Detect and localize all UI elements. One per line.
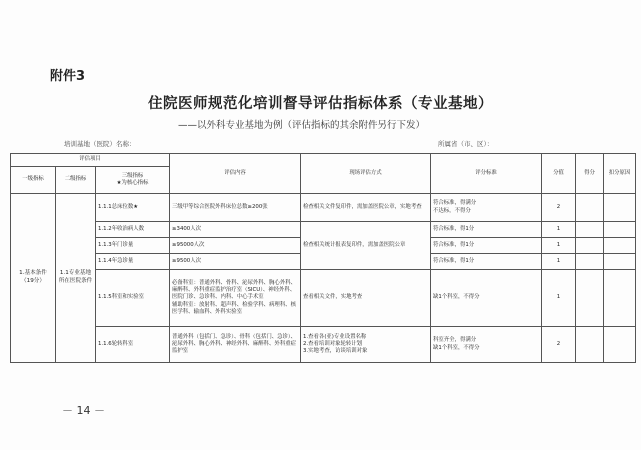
header-standard: 评分标准 <box>431 154 542 194</box>
score-cell: 1 <box>542 222 576 238</box>
header-level1: 一级指标 <box>11 167 56 194</box>
attachment-label: 附件3 <box>50 69 86 84</box>
deduct-cell <box>604 238 636 254</box>
level2-indicator: 1.1专业基地所在医院条件 <box>56 194 96 363</box>
deduct-cell <box>604 222 636 238</box>
header-deduct: 扣分原因 <box>604 154 636 194</box>
score-cell: 2 <box>542 327 576 363</box>
content-cell: 三级甲等综合医院外科床位总数≥200张 <box>170 194 301 222</box>
score-cell: 1 <box>542 254 576 270</box>
level3-cell: 1.1.2年收治病人数 <box>96 222 170 238</box>
standard-cell: 符合标准，得1分 <box>431 238 542 254</box>
province-label: 所属省（市、区）： <box>438 140 494 148</box>
base-name-label: 培训基地（医院）名称： <box>64 140 136 148</box>
header-content: 评估内容 <box>170 154 301 194</box>
standard-cell: 符合标准，得1分 <box>431 254 542 270</box>
method-cell: 检查相关文件复印件，需加盖医院公章，实地考查 <box>301 194 431 222</box>
table-row <box>11 327 636 363</box>
level3-cell: 1.1.3年门诊量 <box>96 238 170 254</box>
method-cell: 1.查看各(亚)专业设置名称 2.查看培训对象轮转计划 3.实地考查，访谈培训对象 <box>301 327 431 363</box>
got-cell <box>576 238 604 254</box>
content-cell: ≥9500人次 <box>170 254 301 270</box>
header-eval-items: 评估项目 <box>11 154 170 167</box>
header-level3: 三级指标 ★为核心指标 <box>96 167 170 194</box>
header-method: 现场评估方式 <box>301 154 431 194</box>
page-number: － 14 － <box>62 404 105 417</box>
content-cell: 必备科室：普通外科、骨科、泌尿外科、胸心外科、麻醉科、外科重症监护治疗室（SICU）、神经外科、医院门诊、急诊科、内科、中心手术室 辅助科室：放射科、超声科、检验学科、病理科、核医学科、输血科、外科实验室 <box>170 270 301 327</box>
page-subtitle: ——以外科专业基地为例（评估指标的其余附件另行下发） <box>178 120 426 131</box>
standard-cell: 缺1个科室，不得分 <box>431 270 542 327</box>
page-title: 住院医师规范化培训督导评估指标体系（专业基地） <box>148 96 493 112</box>
deduct-cell <box>604 327 636 363</box>
table-row <box>11 194 636 222</box>
level3-cell: 1.1.1总床位数★ <box>96 194 170 222</box>
level3-cell: 1.1.4年急诊量 <box>96 254 170 270</box>
content-cell: ≥95000人次 <box>170 238 301 254</box>
got-cell <box>576 270 604 327</box>
method-cell: 检查相关统计报表复印件，需加盖医院公章 <box>301 222 431 270</box>
got-cell <box>576 222 604 238</box>
header-got: 得分 <box>576 154 604 194</box>
table-row <box>11 270 636 327</box>
got-cell <box>576 327 604 363</box>
header-score: 分值 <box>542 154 576 194</box>
standard-cell: 符合标准，得满分 不达标，不得分 <box>431 194 542 222</box>
content-cell: ≥3400人次 <box>170 222 301 238</box>
level3-cell: 1.1.5科室和实验室 <box>96 270 170 327</box>
table-row <box>11 222 636 238</box>
level1-indicator: 1.基本条件（19分） <box>11 194 56 363</box>
evaluation-table <box>10 153 636 363</box>
content-cell: 普通外科（包括门、急诊）、骨科（包括门、急诊）、泌尿外科、胸心外科、神经外科、麻醉科、外科重症监护室 <box>170 327 301 363</box>
standard-cell: 科室齐全，得满分 缺1个科室，不得分 <box>431 327 542 363</box>
deduct-cell <box>604 194 636 222</box>
deduct-cell <box>604 254 636 270</box>
header-level2: 二级指标 <box>56 167 96 194</box>
deduct-cell <box>604 270 636 327</box>
standard-cell: 符合标准，得1分 <box>431 222 542 238</box>
score-cell: 2 <box>542 194 576 222</box>
level3-cell: 1.1.6轮转科室 <box>96 327 170 363</box>
score-cell: 1 <box>542 238 576 254</box>
score-cell: 1 <box>542 270 576 327</box>
method-cell: 查看相关文件，实地考查 <box>301 270 431 327</box>
got-cell <box>576 254 604 270</box>
got-cell <box>576 194 604 222</box>
